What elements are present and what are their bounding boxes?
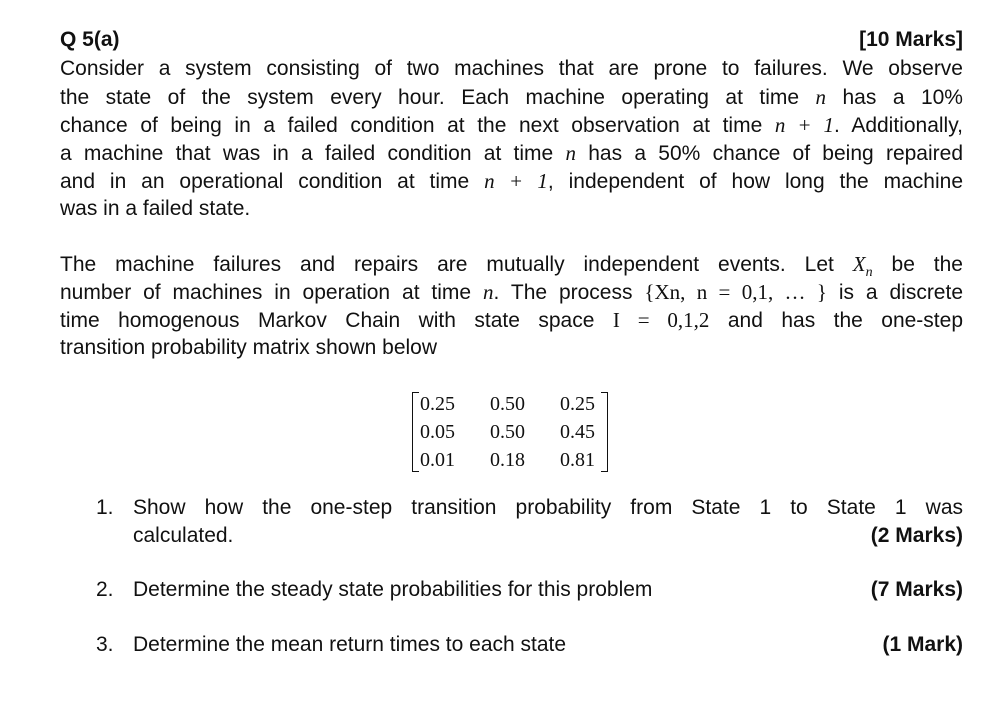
left-bracket xyxy=(412,392,419,472)
sub-question-3 xyxy=(96,631,963,659)
text: and in an operational condition at time xyxy=(60,170,485,193)
text: . The process xyxy=(493,281,645,304)
matrix-cell: 0.45 xyxy=(560,421,595,443)
math-sub-n: n xyxy=(865,265,873,281)
para1-line-6: was in a failed state. xyxy=(60,197,251,220)
para2-line-3 xyxy=(60,306,963,335)
marks-label: (2 Marks) xyxy=(870,524,963,547)
matrix-cell: 0.25 xyxy=(420,393,455,415)
question-text: Determine the steady state probabilities for this problem xyxy=(133,578,653,601)
question-line-2-text: calculated. xyxy=(133,524,234,547)
question-heading xyxy=(60,28,963,52)
matrix-cell: 0.25 xyxy=(560,393,595,415)
question-number: 3. xyxy=(96,633,114,656)
para1-line-3 xyxy=(60,111,963,140)
text: and has the one-step xyxy=(709,309,963,332)
transition-matrix xyxy=(412,390,608,474)
text: . Additionally, xyxy=(834,114,963,137)
text: a machine that was in a failed condition at time xyxy=(60,142,566,165)
matrix-row xyxy=(420,418,604,446)
total-marks: [10 Marks] xyxy=(859,28,963,51)
text: time homogenous Markov Chain with state space xyxy=(60,309,613,332)
matrix-cell: 0.01 xyxy=(420,449,455,471)
marks-label: (1 Mark) xyxy=(882,633,963,656)
text: The machine failures and repairs are mutually independent events. Let xyxy=(60,253,853,276)
text: , independent of how long the machine xyxy=(547,170,963,193)
question-line-2 xyxy=(133,522,963,550)
para1-line-5 xyxy=(60,167,963,196)
para1-line-1: Consider a system consisting of two machines that are prone to failures. We observe xyxy=(60,57,963,80)
matrix-table xyxy=(420,390,604,474)
math-state-space: I = 0,1,2 xyxy=(612,308,710,332)
matrix-cell: 0.50 xyxy=(490,421,525,443)
text: has a 10% xyxy=(826,86,963,109)
para1-line-2 xyxy=(60,83,963,112)
matrix-row xyxy=(420,446,604,474)
para1-line-4 xyxy=(60,139,963,168)
math-n-plus-1: n + 1 xyxy=(774,113,835,137)
matrix-cell: 0.05 xyxy=(420,421,455,443)
question-label: Q 5(a) xyxy=(60,28,120,51)
sub-question-2 xyxy=(96,576,963,604)
text: chance of being in a failed condition at the next observation at time xyxy=(60,114,775,137)
math-n: n xyxy=(815,85,827,109)
math-n: n xyxy=(483,280,494,304)
math-n-plus-1: n + 1 xyxy=(484,169,548,193)
para2-line-2 xyxy=(60,278,963,307)
question-number: 2. xyxy=(96,578,114,601)
sub-question-1 xyxy=(96,494,963,550)
math-n: n xyxy=(565,141,576,165)
question-text xyxy=(133,494,963,550)
question-number: 1. xyxy=(96,496,114,519)
question-text: Determine the mean return times to each state xyxy=(133,633,567,656)
matrix-cell: 0.50 xyxy=(490,393,525,415)
text: is a discrete xyxy=(826,281,964,304)
math-X: X xyxy=(852,252,866,276)
matrix-row xyxy=(420,390,604,418)
para2-line-4: transition probability matrix shown below xyxy=(60,336,438,359)
text: the state of the system every hour. Each machine operating at time xyxy=(60,86,816,109)
matrix-cell: 0.81 xyxy=(560,449,595,471)
math-process: {Xn, n = 0,1, … } xyxy=(644,280,827,304)
matrix-cell: 0.18 xyxy=(490,449,525,471)
text: be the xyxy=(872,253,963,276)
question-line-1: Show how the one-step transition probability from State 1 to State 1 was xyxy=(133,496,963,519)
text: number of machines in operation at time xyxy=(60,281,484,304)
marks-label: (7 Marks) xyxy=(870,578,963,601)
text: has a 50% chance of being repaired xyxy=(575,142,963,165)
